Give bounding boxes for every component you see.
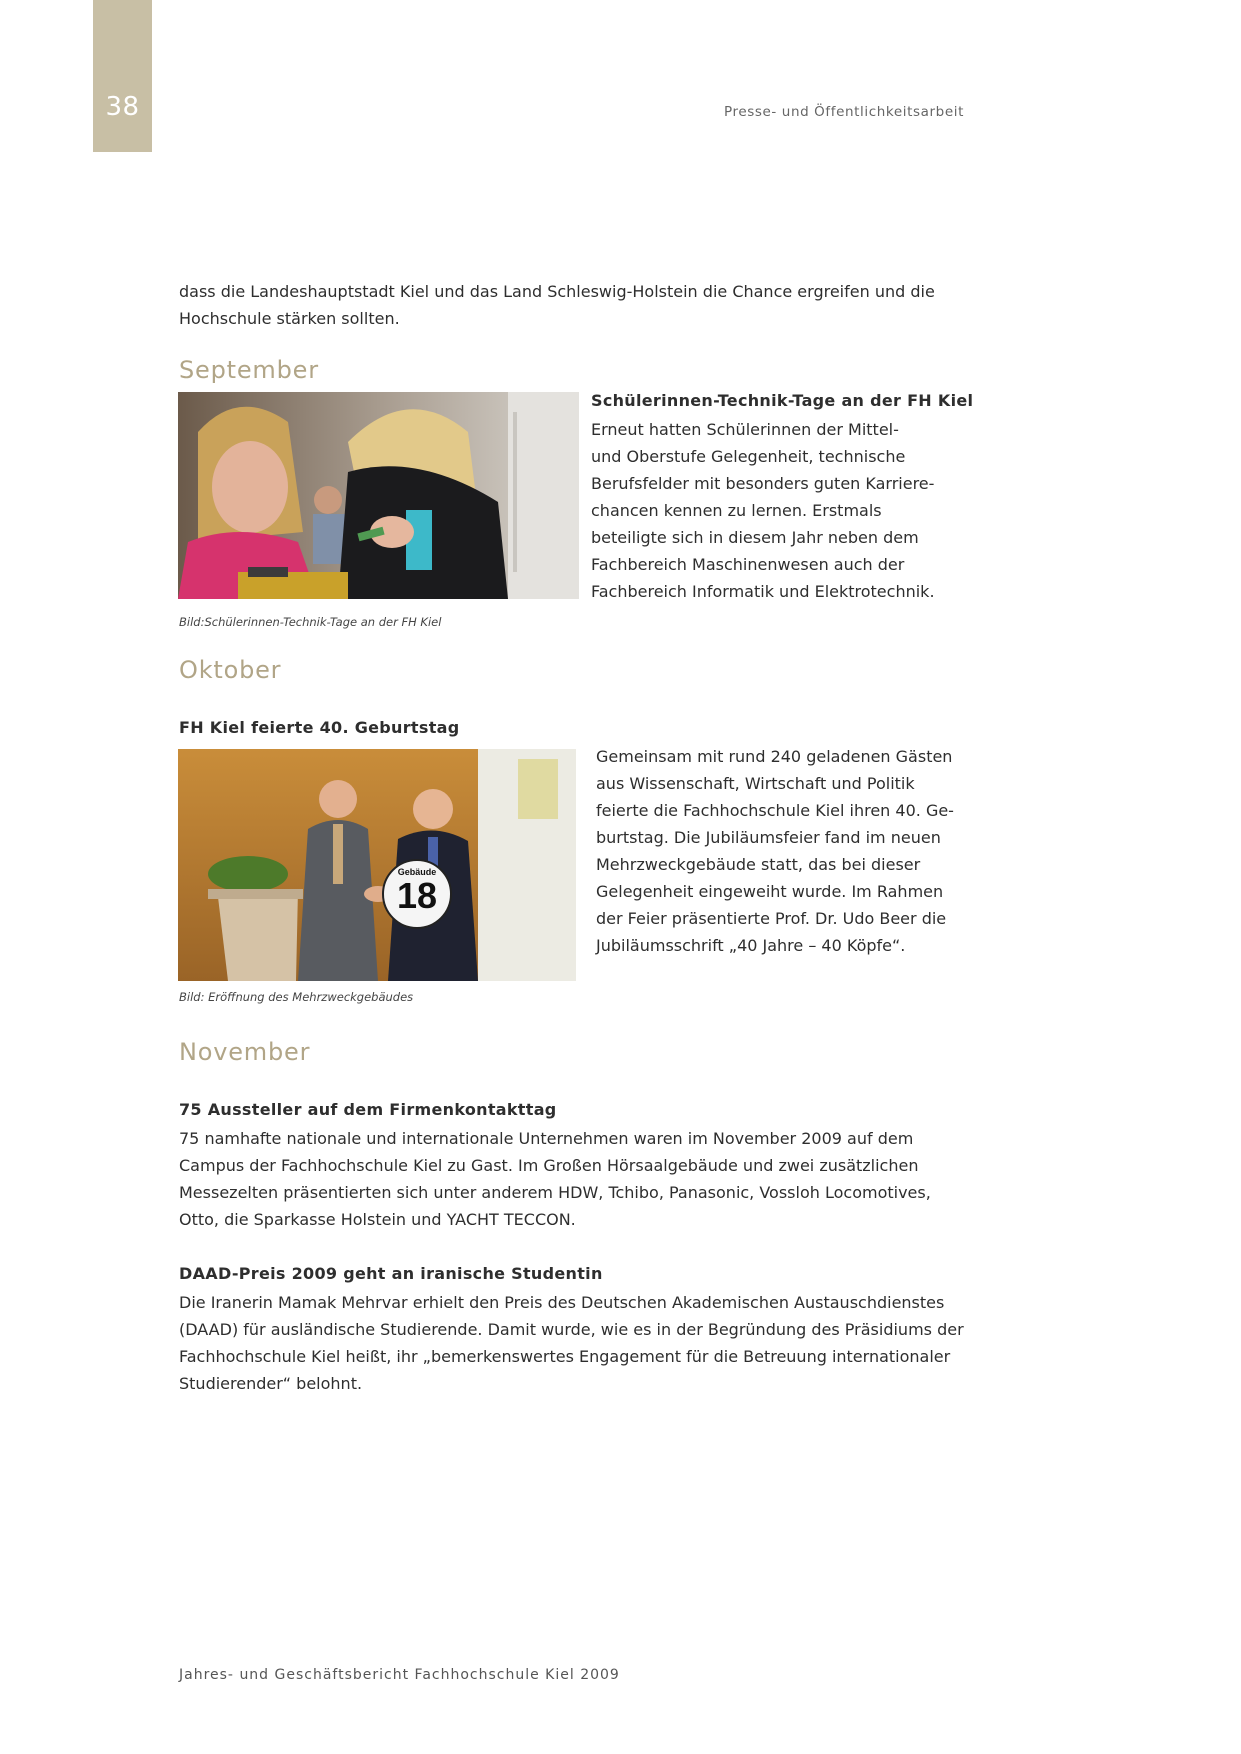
paragraph-firmenkontakttag: 75 namhafte nationale und internationale Unternehmen waren im November 2009 auf dem Campus der Fachhochschule Kiel zu Gast. Im Großen Hörsaalgebäude und zwei zusätzlichen Messezelten präsentierten sich unter anderem HDW, Tchibo, Panasonic, Vossloh Locomotives, Otto, die Sparkasse Holstein und YACHT TECCON. xyxy=(179,1129,931,1229)
caption-eroeffnung-mehrzweckgebaeude: Bild: Eröffnung des Mehrzweckgebäudes xyxy=(179,990,414,1004)
paragraph-schuelerinnen-technik-tage: Erneut hatten Schülerinnen der Mittel- und Oberstufe Gelegenheit, technische Berufsfelder mit besonders guten Karriere- chancen kennen zu lernen. Erstmals beteiligte sich in diesem Jahr neben dem Fachbereich Maschinenwesen auch der Fachbereich Informatik und Elektrotechnik. xyxy=(591,420,935,601)
month-oktober: Oktober xyxy=(179,656,282,684)
sign-label: Gebäude xyxy=(397,867,437,877)
footer-report-title: Jahres- und Geschäftsbericht Fachhochschule Kiel 2009 xyxy=(179,1667,620,1683)
month-september: September xyxy=(179,356,319,384)
caption-schuelerinnen-technik-tage: Bild:Schülerinnen-Technik-Tage an der FH Kiel xyxy=(179,615,442,629)
photo-schuelerinnen-technik-tage xyxy=(178,392,579,599)
running-head: Presse- und Öffentlichkeitsarbeit xyxy=(724,104,964,120)
heading-daad-preis: DAAD-Preis 2009 geht an iranische Studentin xyxy=(179,1264,603,1283)
photo-handshake-image xyxy=(178,749,576,981)
sign-number: 18 xyxy=(396,875,438,916)
heading-schuelerinnen-technik-tage: Schülerinnen-Technik-Tage an der FH Kiel xyxy=(591,391,974,410)
paragraph-daad-preis: Die Iranerin Mamak Mehrvar erhielt den Preis des Deutschen Akademischen Austauschdienstes (DAAD) für ausländische Studierende. Damit wurde, wie es in der Begründung des Präsidiums der Fachhochschule Kiel heißt, ihr „bemerkenswertes Engagement für die Betreuung internationaler Studierender“ belohnt. xyxy=(179,1293,964,1393)
intro-paragraph: dass die Landeshauptstadt Kiel und das Land Schleswig-Holstein die Chance ergreifen und die Hochschule stärken sollten. xyxy=(179,282,935,328)
paragraph-fh-kiel-40-geburtstag: Gemeinsam mit rund 240 geladenen Gästen aus Wissenschaft, Wirtschaft und Politik feierte die Fachhochschule Kiel ihren 40. Ge- burtstag. Die Jubiläumsfeier fand im neuen Mehrzweckgebäude statt, das bei dieser Gelegenheit eingeweiht wurde. Im Rahmen der Feier präsentierte Prof. Dr. Udo Beer die Jubiläumsschrift „40 Jahre – 40 Köpfe“. xyxy=(596,747,954,955)
photo-eroeffnung-mehrzweckgebaeude xyxy=(178,749,576,981)
heading-firmenkontakttag: 75 Aussteller auf dem Firmenkontakttag xyxy=(179,1100,557,1119)
page-number: 38 xyxy=(105,92,140,122)
page-number-tab xyxy=(93,0,152,152)
photo-girls-soldering-image xyxy=(178,392,579,599)
month-november: November xyxy=(179,1038,311,1066)
building-number-sign xyxy=(382,859,452,929)
heading-fh-kiel-40-geburtstag: FH Kiel feierte 40. Geburtstag xyxy=(179,718,460,737)
